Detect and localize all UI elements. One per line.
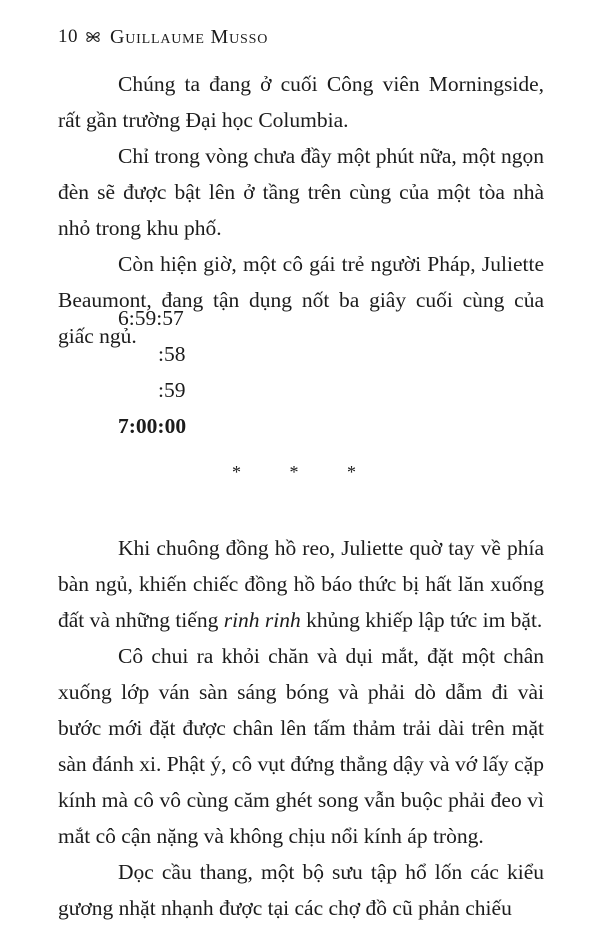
running-header <box>58 22 268 52</box>
author-name: Guillaume Musso <box>110 25 269 48</box>
second-section <box>58 530 544 926</box>
onomatopoeia: rinh rinh <box>223 608 301 632</box>
time-59: :59 <box>158 378 186 402</box>
paragraph-3: Còn hiện giờ, một cô gái trẻ người Pháp, Juliette Beaumont, đang tận dụng nốt ba giây cuối cùng của giấc ngủ. <box>58 252 544 348</box>
fleuron-icon <box>84 28 102 46</box>
page-number: 10 <box>58 26 78 47</box>
paragraph-5: Cô chui ra khỏi chăn và dụi mắt, đặt một chân xuống lớp ván sàn sáng bóng và phải dò dẫm đi vài bước mới đặt được chân lên tấm thảm trải dài trên mặt sàn đánh xi. Phật ý, cô vụt đứng thẳng dậy và vớ lấy cặp kính mà cô vô cùng căm ghét song vẫn buộc phải đeo vì mắt cô cận nặng và không chịu nổi kính áp tròng. <box>58 644 544 848</box>
paragraph-4 <box>58 530 544 638</box>
section-divider: * * * <box>232 462 378 482</box>
time-7-00-00: 7:00:00 <box>118 414 187 438</box>
paragraph-4-end: khủng khiếp lập tức im bặt. <box>300 608 543 632</box>
countdown-clock <box>118 300 186 444</box>
paragraph-4-start: Khi chuông đồng hồ reo, Juliette quờ tay về phía bàn ngủ, khiến chiếc đồng hồ báo thức bị hất lăn xuống đất và những tiếng <box>58 536 544 632</box>
time-58: :58 <box>158 342 186 366</box>
paragraph-1: Chúng ta đang ở cuối Công viên Morningside, rất gần trường Đại học Columbia. <box>58 72 544 132</box>
paragraph-6: Dọc cầu thang, một bộ sưu tập hổ lốn các kiểu gương nhặt nhạnh được tại các chợ đồ cũ phản chiếu <box>58 860 544 920</box>
paragraph-2: Chỉ trong vòng chưa đầy một phút nữa, một ngọn đèn sẽ được bật lên ở tầng trên cùng của một tòa nhà nhỏ trong khu phố. <box>58 144 544 240</box>
time-6-59-57: 6:59:57 <box>118 306 184 330</box>
